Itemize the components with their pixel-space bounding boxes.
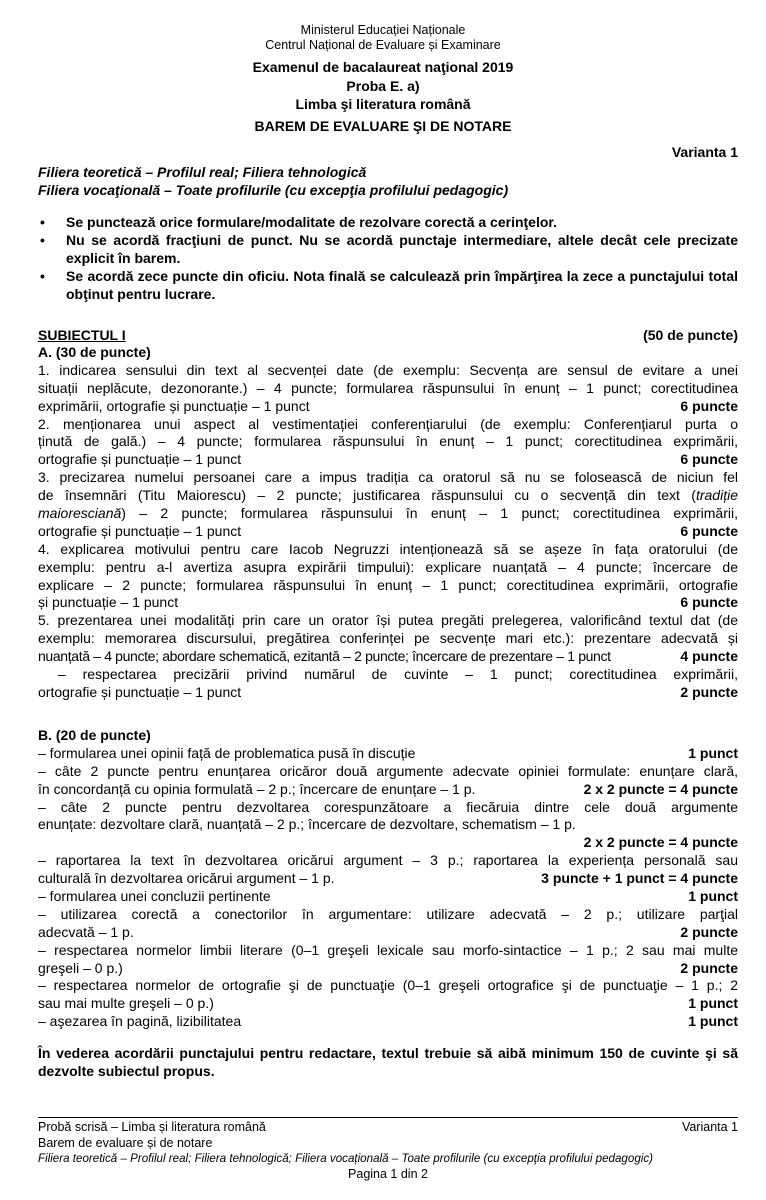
bullet-icon: • <box>40 232 45 248</box>
institution-header <box>0 23 766 53</box>
criterion-line: – câte 2 puncte pentru dezvoltarea corespunzătoare a fiecăruia dintre cele două argumente <box>38 798 738 815</box>
subiect-points: (50 de puncte) <box>643 327 738 343</box>
item-4-last-line: și punctuație – 1 punct 6 puncte <box>38 594 738 611</box>
footer-line-2: Barem de evaluare și de notare <box>38 1135 213 1150</box>
item-3-line: 3. precizarea numelui persoanei care a impus tradiția ca oratorul să nu se folosească de niciun fel <box>38 469 738 486</box>
subiect-title: SUBIECTUL I <box>38 327 126 343</box>
item-4-points: 6 puncte <box>680 594 738 611</box>
rule-item: • Nu se acordă fracţiuni de punct. Nu se acordă punctaje intermediare, altele decât cele precizate explicit în barem. <box>40 232 738 266</box>
criterion-line: – respectarea normelor de ortografie şi de punctuaţie (0–1 greşeli ortografice şi de punctuaţie – 1 p.; 2 <box>38 977 738 994</box>
item-5-extra-points: 2 puncte <box>680 683 738 700</box>
footer-line-1: Probă scrisă – Limba și literatura română Varianta 1 <box>38 1120 738 1134</box>
criterion-row: culturală în dezvoltarea oricărui argument – 1 p. 3 puncte + 1 punct = 4 puncte <box>38 870 738 887</box>
item-3-last-line: ortografie și punctuație – 1 punct 6 puncte <box>38 522 738 539</box>
criterion-row: – formularea unei opinii față de problematica pusă în discuție 1 punct <box>38 744 738 761</box>
final-note: În vederea acordării punctajului pentru redactare, textul trebuie să aibă minimum 150 de cuvinte şi să dezvolte subiectul propus. <box>38 1045 738 1079</box>
exam-title: Examenul de bacalaureat naţional 2019 <box>252 59 514 75</box>
subiect-heading <box>38 326 738 344</box>
item-5-line: – respectarea precizării privind numărul de cuvinte – 1 punct; corectitudinea exprimării, <box>58 666 738 683</box>
criterion-line: – respectarea normelor limbii literare (0–1 greşeli lexicale sau morfo-sintactice – 1 p.; 2 sau mai multe <box>38 941 738 958</box>
filiera-line-2: Filiera vocaţională – Toate profilurile (cu excepţia profilului pedagogic) <box>38 182 509 198</box>
exam-title-block <box>0 58 766 135</box>
criterion-row: 2 x 2 puncte = 4 puncte <box>583 834 738 851</box>
section-b <box>38 727 738 1031</box>
criterion-line: – raportarea la text în dezvoltarea oricărui argument – 3 p.; raportarea la experiența personală sau <box>38 852 738 869</box>
part-b-heading: B. (20 de puncte) <box>38 727 151 743</box>
variant-label: Varianta 1 <box>671 144 738 160</box>
criterion-row: sau mai multe greşeli – 0 p.) 1 punct <box>38 995 738 1012</box>
item-1-line: 1. indicarea sensului din text al secvenței date (de exemplu: Secvența are sensul de evitare a unei <box>38 361 738 378</box>
item-4-line: 4. explicarea motivului pentru care Iacob Negruzzi intenționează să se așeze în fața oratorului (de <box>38 540 738 557</box>
item-4-line: explicare – 2 puncte; formularea răspunsului în enunț – 1 punct; corectitudinea exprimării, ortografie <box>38 576 738 593</box>
footer-divider <box>38 1117 738 1118</box>
item-1-line: situații neplăcute, dezonorante.) – 4 puncte; formularea răspunsului în enunț – 1 punct; corectitudinea <box>38 379 738 396</box>
item-5-line: exemplu: memorarea discursului, pregătirea conferinței pe secvențe mari etc.): prezentare adecvată și <box>38 630 738 647</box>
filiera-line-1: Filiera teoretică – Profilul real; Filiera tehnologică <box>38 164 367 180</box>
criterion-row: în concordanță cu opinia formulată – 2 p.; încercare de enunțare – 1 p. 2 x 2 puncte = 4 puncte <box>38 780 738 797</box>
bullet-icon: • <box>40 214 45 230</box>
page-footer <box>38 1120 738 1182</box>
item-2-line: ținută de gală.) – 4 puncte; formularea răspunsului în enunț – 1 punct; corectitudinea exprimării, <box>38 433 738 450</box>
item-3-line: maioresciană) – 2 puncte; formularea răspunsului în enunț – 1 punct; corectitudinea exprimării, <box>38 505 738 522</box>
criterion-row: – formularea unei concluzii pertinente 1 punct <box>38 888 738 905</box>
item-1-points: 6 puncte <box>680 397 738 414</box>
general-rules-list <box>38 213 738 303</box>
item-1-last-line: exprimării, ortografie și punctuație – 1 punct 6 puncte <box>38 397 738 414</box>
footer-variant: Varianta 1 <box>681 1120 738 1134</box>
criterion-line: – câte 2 puncte pentru enunțarea oricăror două argumente adecvate opiniei formulate: enunțare clară, <box>38 762 738 779</box>
criterion-line: enunțate: dezvoltare clară, nuanțată – 2 p.; încercare de dezvoltare, schematism – 1 p. <box>38 816 576 833</box>
rule-item: • Se punctează orice formulare/modalitate de rezolvare corectă a cerinţelor. <box>40 214 557 230</box>
criterion-row: greşeli – 0 p.) 2 puncte <box>38 959 738 976</box>
bullet-icon: • <box>40 268 45 284</box>
footer-line-3: Filiera teoretică – Profilul real; Filiera tehnologică; Filiera vocațională – Toate profilurile (cu excepţia profilului pedagogic) <box>38 1152 654 1165</box>
item-5-points: 4 puncte <box>680 648 738 665</box>
item-2-line: 2. menționarea unui aspect al vestimentației conferențiarului (de exemplu: Conferențiarul purta o <box>38 415 738 432</box>
rule-item: • Se acordă zece puncte din oficiu. Nota finală se calculează prin împărţirea la zece a punctajului total obţinut pentru lucrare. <box>40 268 738 302</box>
subject-name: Limba şi literatura română <box>295 96 471 112</box>
barem-title: BAREM DE EVALUARE ŞI DE NOTARE <box>254 117 512 134</box>
criterion-row: adecvată – 1 p. 2 puncte <box>38 923 738 940</box>
item-2-points: 6 puncte <box>680 451 738 468</box>
item-5-line: 5. prezentarea unei modalități prin care un orator își putea pregăti prelegerea, valorificând textul dat (de <box>38 612 738 629</box>
item-3-line: de însemnări (Titu Maiorescu) – 2 puncte; justificarea răspunsului cu o secvență din text (tradiție <box>38 487 738 504</box>
item-2-last-line: ortografie și punctuație – 1 punct 6 puncte <box>38 451 738 468</box>
item-3-points: 6 puncte <box>680 522 738 539</box>
criterion-row: – aşezarea în pagină, lizibilitatea 1 punct <box>38 1013 738 1030</box>
center-name: Centrul Național de Evaluare și Examinare <box>265 38 501 52</box>
item-5-last-line: ortografie și punctuație – 1 punct 2 puncte <box>38 683 738 700</box>
part-a-heading: A. (30 de puncte) <box>38 344 151 360</box>
item-5-line: nuanțată – 4 puncte; abordare schematică, ezitantă – 2 puncte; încercare de prezentare – 1 punct 4 puncte <box>38 648 738 665</box>
criterion-line: – utilizarea corectă a conectorilor în argumentare: utilizare adecvată – 2 p.; utilizare parţial <box>38 905 738 922</box>
filiera-block <box>38 163 738 199</box>
proba-label: Proba E. a) <box>346 77 420 94</box>
section-a <box>38 344 738 702</box>
page-number: Pagina 1 din 2 <box>348 1166 428 1181</box>
item-4-line: exemplu: pentru a-l avertiza asupra expirării timpului): explicare nuanțată – 4 puncte; încercare de <box>38 558 738 575</box>
ministry-name: Ministerul Educației Naționale <box>300 23 466 37</box>
